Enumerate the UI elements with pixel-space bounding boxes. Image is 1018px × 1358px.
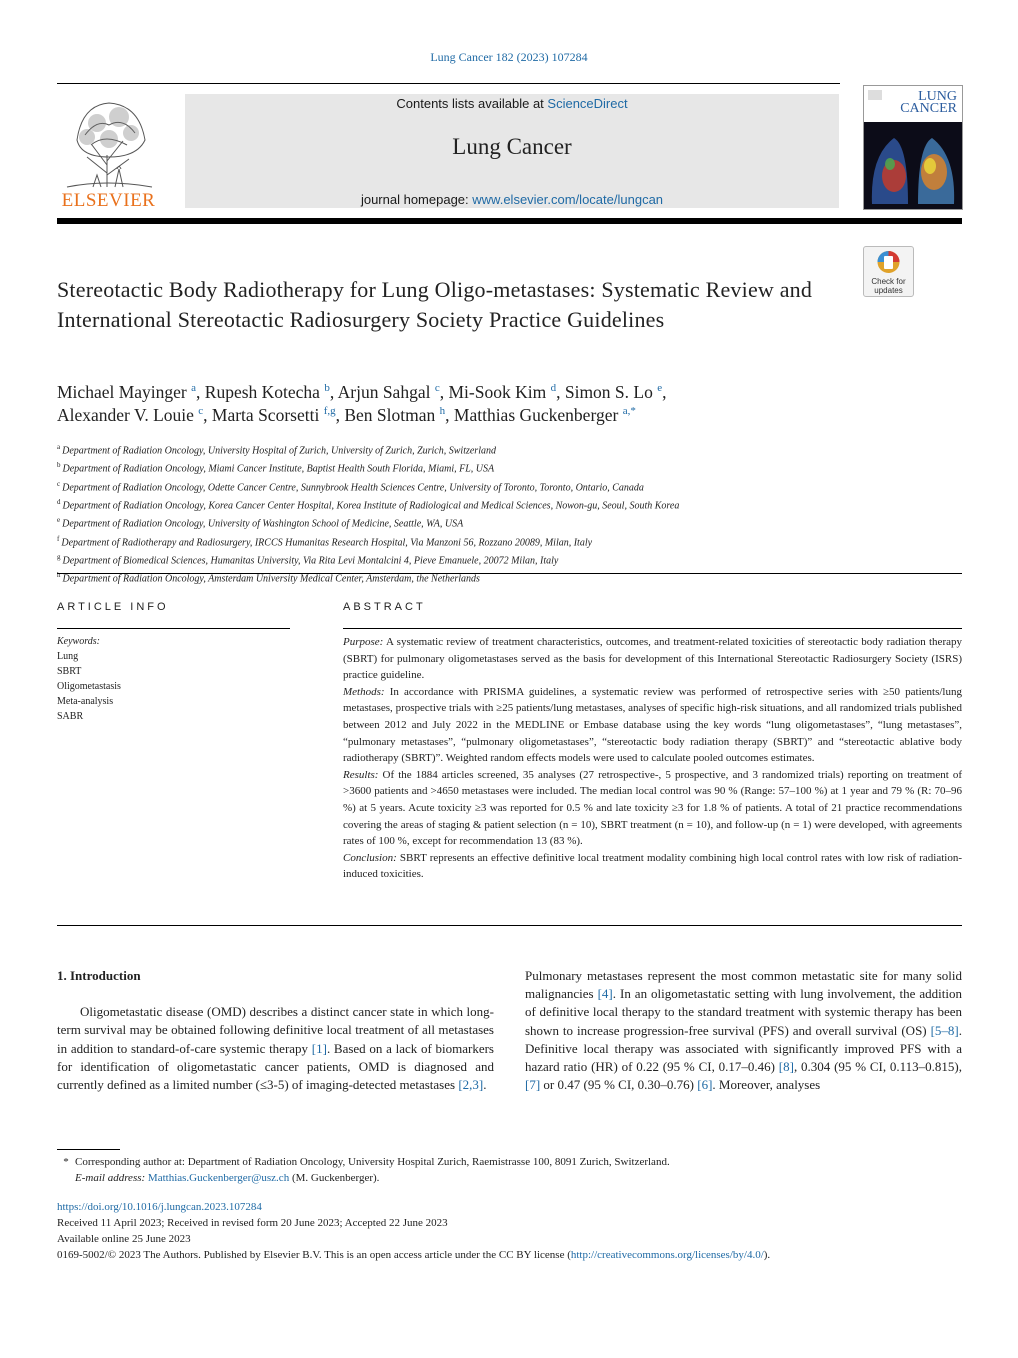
- footnote-rule: [57, 1149, 120, 1150]
- abstract-heading: ABSTRACT: [343, 601, 426, 613]
- journal-citation[interactable]: [0, 50, 1018, 65]
- affiliation-item: $^c$ Department of Radiation Oncology, Odette Cancer Centre, Sunnybrook Health Sciences Centre, University of Toronto, Toronto, Ontario, Canada: [57, 479, 644, 493]
- author-name[interactable]: Rupesh Kotecha: [204, 382, 320, 402]
- reference-link[interactable]: [7]: [525, 1077, 541, 1093]
- abstract-results: Results: Of the 1884 articles screened, 35 analyses (27 retrospective-, 5 prospective, and 3 randomized trials) reporting on treatment of >3600 patients and >4650 metastases were included. The median local control was 90 % (Range: 57–100 %) at 1 year and 79 % (R: 70–96 %) at 5 years. Acute toxicity ≥3 was reported for 0.5 % and late toxicity ≥3 for 1.8 % of patients. A total of 21 practice recommendations covering the areas of staging & patient selection (n = 10), SBRT treatment (n = 10), and follow-up (n = 1) were developed, with agreements rates of 100 %, except for recommendation 13 (83 %).: [343, 768, 962, 848]
- reference-link[interactable]: [4]: [597, 986, 613, 1002]
- copyright-line: 0169-5002/© 2023 The Authors. Published by Elsevier B.V. This is an open access article under the CC BY license (http://creativecommons.org/licenses/by/4.0/).: [57, 1249, 771, 1261]
- abstract-methods: Methods: In accordance with PRISMA guidelines, a systematic review was performed of retrospective series with ≥50 patients/lung metastases, prospective trials with ≥25 patients/lung metastases, analyses of specific high-risk situations, and all randomized trials published between 2012 and July 2022 in the MEDLINE or Embase database using the key words “lung oligometastases”, “lung metastases”, “pulmonary metastases”, “pulmonary oligometastases”, “stereotactic body radiation therapy (SBRT)” and “stereotactic ablative body radiotherapy (SBRT)”. Weighted random effects models were used to calculate pooled outcomes estimates.: [343, 685, 962, 765]
- affiliation-item: $^f$ Department of Radiotherapy and Radiosurgery, IRCCS Humanitas Research Hospital, Via Manzoni 56, Rozzano 20089, Milan, Italy: [57, 534, 593, 548]
- author-affiliation-ref[interactable]: b: [324, 382, 330, 395]
- author-affiliation-ref[interactable]: d: [550, 382, 557, 395]
- reference-link[interactable]: [8]: [778, 1059, 794, 1075]
- affiliation-item: $^a$ Department of Radiation Oncology, University Hospital of Zurich, University of Zurich, Zurich, Switzerland: [57, 443, 496, 457]
- author-name[interactable]: Arjun Sahgal: [337, 382, 431, 402]
- reference-link[interactable]: [5–8]: [930, 1022, 959, 1038]
- sciencedirect-link[interactable]: ScienceDirect: [547, 96, 628, 111]
- article-info-rule: [57, 628, 290, 629]
- article-info-heading: ARTICLE INFO: [57, 601, 169, 613]
- citation-link[interactable]: Lung Cancer 182 (2023) 107284: [430, 50, 588, 64]
- footnotes: [57, 1154, 962, 1186]
- reference-link[interactable]: [6]: [697, 1077, 713, 1093]
- affiliation-item: $^d$ Department of Radiation Oncology, Korea Cancer Center Hospital, Korea Institute of Radiological and Medical Sciences, Nowon-gu, Seoul, South Korea: [57, 497, 680, 512]
- affiliation-item: $^h$ Department of Radiation Oncology, Amsterdam University Medical Center, Amsterdam, the Netherlands: [57, 571, 480, 585]
- keyword-item: Oligometastasis: [57, 681, 121, 692]
- author-affiliation-ref[interactable]: c: [434, 382, 440, 395]
- author-affiliation-ref[interactable]: f,g: [323, 405, 336, 418]
- corresponding-author-note: * Corresponding author at: Department of Radiation Oncology, University Hospital Zurich, Raemistrasse 100, 8091 Zurich, Switzerland.: [63, 1156, 670, 1168]
- body-column-right: [525, 967, 962, 1094]
- elsevier-wordmark: ELSEVIER: [61, 190, 156, 211]
- abstract-rule: [343, 628, 962, 629]
- contents-line: Contents lists available at ScienceDirect: [396, 96, 628, 111]
- cover-title: LUNG CANCER: [900, 89, 957, 116]
- publication-info: [57, 1199, 977, 1263]
- keyword-item: SBRT: [57, 666, 82, 677]
- author-affiliation-ref[interactable]: c: [198, 405, 204, 418]
- intro-paragraph-continued: Pulmonary metastases represent the most common metastatic site for many solid malignancies [4]. In an oligometastatic setting with lung involvement, the addition of definitive local therapy to the standard treatment with systemic therapy has been shown to increase progression-free survival (PFS) and overall survival (OS) [5–8]. Definitive local therapy was associated with significantly improved PFS with a hazard ratio (HR) of 0.22 (95 % CI, 0.17–0.46) [8], 0.304 (95 % CI, 0.113–0.815), [7] or 0.47 (95 % CI, 0.30–0.76) [6]. Moreover, analyses: [525, 968, 962, 1093]
- article-title: Stereotactic Body Radiotherapy for Lung Oligo-metastases: Systematic Review and International Stereotactic Radiosurgery Society Practice Guidelines: [57, 277, 813, 332]
- abstract-conclusion: Conclusion: SBRT represents an effective definitive local treatment modality combining high local control rates with low risk of radiation-induced toxicities.: [343, 851, 962, 881]
- header-rule: [57, 83, 840, 84]
- license-link[interactable]: http://creativecommons.org/licenses/by/4.0/: [570, 1249, 764, 1261]
- crossmark-label: Check for updates: [871, 277, 906, 295]
- affiliation-list: [57, 440, 957, 587]
- journal-name: Lung Cancer: [452, 134, 572, 159]
- section-divider: [57, 573, 962, 574]
- author-name[interactable]: Michael Mayinger: [57, 382, 187, 402]
- available-online: Available online 25 June 2023: [57, 1233, 191, 1245]
- abstract-purpose: Purpose: A systematic review of treatment characteristics, outcomes, and treatment-related toxicities of stereotactic body radiation therapy (SBRT) for pulmonary oligometastases served as the basis for development of this International Stereotactic Radiosurgery Society (ISRS) practice guideline.: [343, 636, 962, 682]
- author-name[interactable]: Simon S. Lo: [564, 382, 653, 402]
- reference-link[interactable]: [1]: [311, 1040, 327, 1056]
- section-heading: 1. Introduction: [57, 968, 141, 983]
- author-affiliation-ref[interactable]: a: [191, 382, 197, 395]
- affiliation-item: $^b$ Department of Radiation Oncology, Miami Cancer Institute, Baptist Health South Florida, Miami, FL, USA: [57, 461, 495, 475]
- author-affiliation-ref[interactable]: h: [439, 405, 446, 418]
- abstract-text: [343, 634, 962, 883]
- check-for-updates-badge[interactable]: [863, 246, 914, 297]
- email-link[interactable]: Matthias.Guckenberger@usz.ch: [147, 1172, 290, 1184]
- affiliation-item: $^e$ Department of Radiation Oncology, University of Washington School of Medicine, Seattle, WA, USA: [57, 516, 464, 530]
- keyword-item: Meta-analysis: [57, 696, 114, 707]
- journal-homepage-link[interactable]: www.elsevier.com/locate/lungcan: [472, 192, 664, 207]
- intro-paragraph: Oligometastatic disease (OMD) describes a distinct cancer state in which long-term survival may be obtained following definitive local treatment of all metastases in addition to standard-of-care systemic therapy [1]. Based on a lack of biomarkers for identification of oligometastatic cancer patients, OMD is diagnosed and currently defined as a limited number (≤3-5) of imaging-detected metastases [2,3].: [57, 1004, 494, 1093]
- body-column-left: [57, 967, 494, 1094]
- author-name[interactable]: Alexander V. Louie: [57, 405, 194, 425]
- keyword-item: SABR: [57, 711, 84, 722]
- email-note: E-mail address: Matthias.Guckenberger@usz.ch (M. Guckenberger).: [75, 1172, 380, 1184]
- keywords-label: Keywords:: [57, 636, 100, 647]
- keywords-block: [57, 634, 287, 724]
- header-thick-rule: [57, 218, 962, 224]
- doi-link[interactable]: https://doi.org/10.1016/j.lungcan.2023.107284: [57, 1201, 262, 1213]
- author-affiliation-ref[interactable]: a,*: [622, 405, 636, 418]
- received-dates: Received 11 April 2023; Received in revised form 20 June 2023; Accepted 22 June 2023: [57, 1217, 448, 1229]
- journal-cover-image[interactable]: [863, 85, 963, 210]
- abstract-bottom-rule: [57, 925, 962, 926]
- homepage-line: journal homepage: www.elsevier.com/locate/lungcan: [360, 192, 664, 207]
- author-name[interactable]: Matthias Guckenberger: [453, 405, 619, 425]
- author-affiliation-ref[interactable]: e: [657, 382, 663, 395]
- author-list: Michael Mayinger $^a$, Rupesh Kotecha $^b$, Arjun Sahgal $^c$, Mi-Sook Kim $^d$, Simon S. Lo $^e$, Alexander V. Louie $^c$, Marta Scorsetti $^{f,g}$, Ben Slotman $^h$, Matthias Guckenberger $^{a,*}$: [57, 382, 667, 425]
- author-name[interactable]: Mi-Sook Kim: [448, 382, 547, 402]
- author-name[interactable]: Ben Slotman: [344, 405, 436, 425]
- crossmark-icon: [864, 247, 913, 277]
- keyword-item: Lung: [57, 651, 79, 662]
- reference-link[interactable]: [2,3]: [458, 1077, 484, 1093]
- journal-banner: [185, 94, 839, 208]
- affiliation-item: $^g$ Department of Biomedical Sciences, Humanitas University, Via Rita Levi Montalcini 4, Pieve Emanuele, 20072 Milan, Italy: [57, 552, 559, 567]
- author-name[interactable]: Marta Scorsetti: [211, 405, 320, 425]
